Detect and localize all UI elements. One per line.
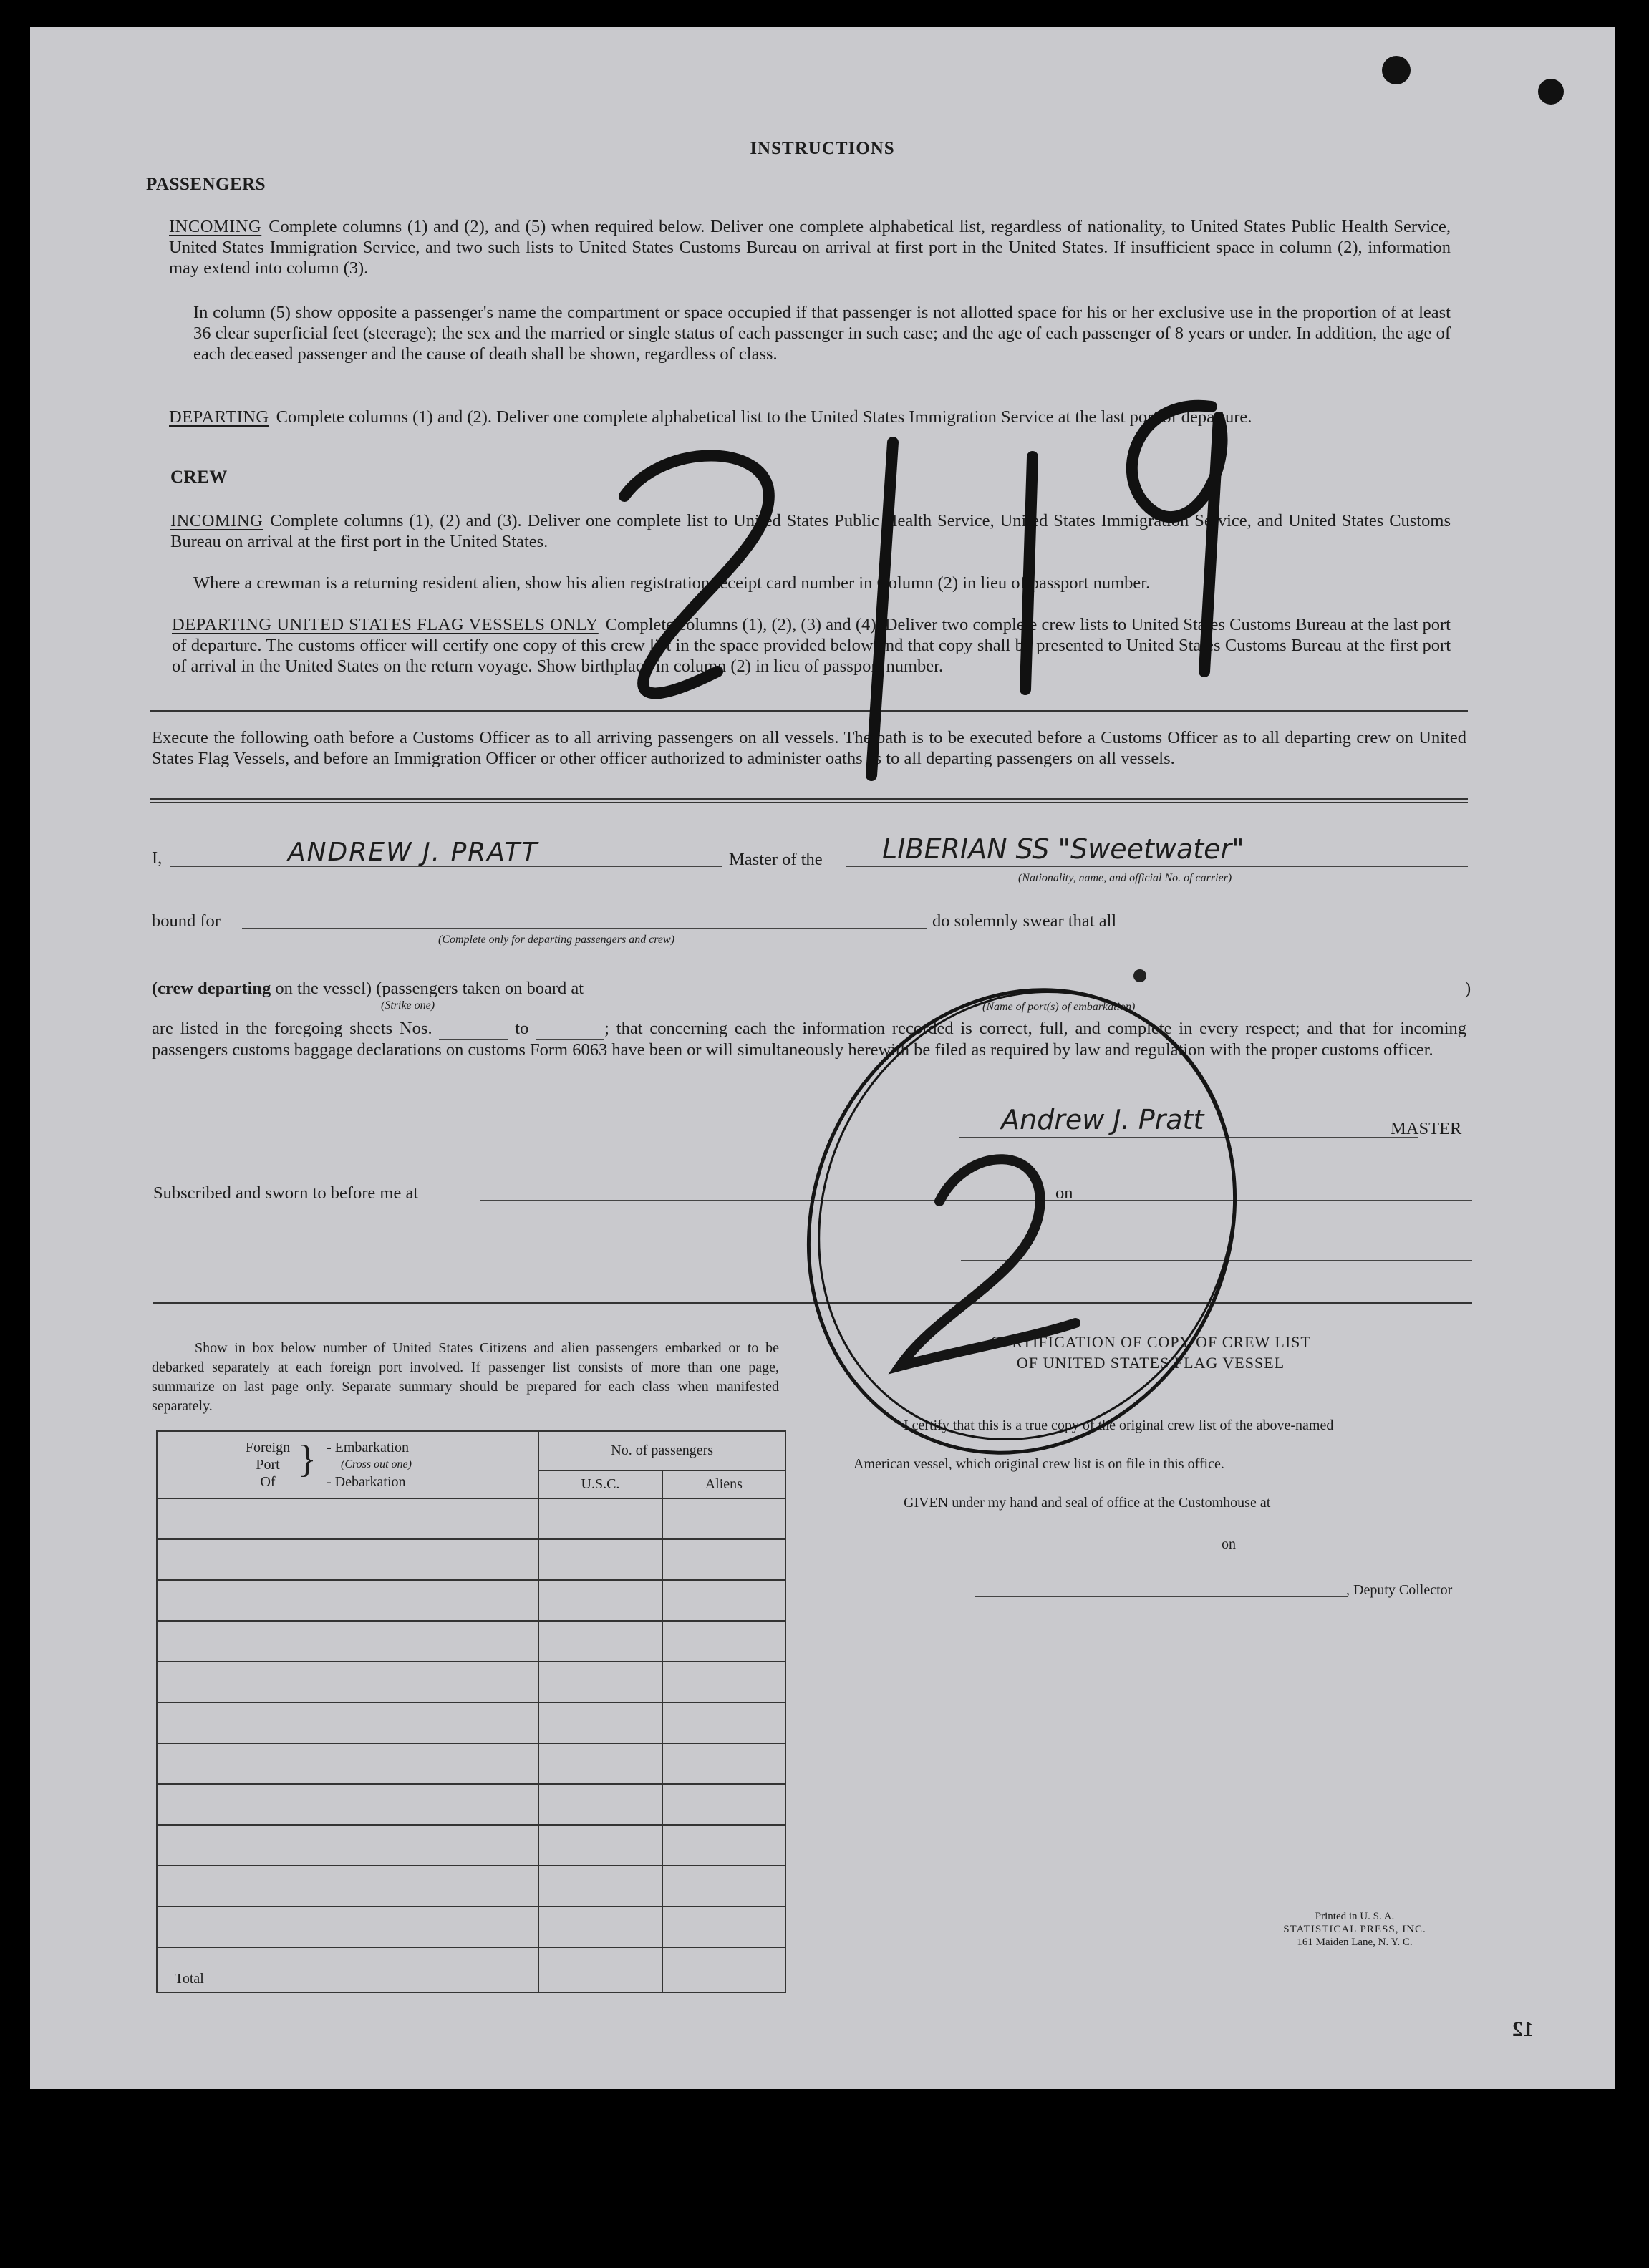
bound-for-caption: (Complete only for departing passengers and crew): [438, 934, 675, 946]
crew-departing-text: Complete columns (1), (2), (3) and (4). Deliver two complete crew lists to United States Customs Bureau at the last port of departure. The customs officer will certify one copy of this crew list in the space provided below and that copy shall be presented to United States Customs Bureau at the first port of arrival in the United States on the return voyage. Show birthplace in column (2) in lieu of passport number.: [172, 615, 1451, 676]
passengers-departing-text: Complete columns (1) and (2). Deliver one complete alphabetical list to the United States Immigration Service at the last port of departure.: [276, 407, 1252, 427]
oath-i-label: I,: [152, 848, 163, 868]
passengers-column5-paragraph: In column (5) show opposite a passenger's name the compartment or space occupied if that passenger is not allotted space for his or her exclusive use in the proportion of at least 36 clear superficial feet (steerage); the sex and the married or single status of each passenger in such case; and the age of each passenger of 8 years or under. In addition, the age of each deceased passenger and the cause of death shall be shown, regardless of class.: [193, 303, 1451, 364]
no-passengers-header: No. of passengers: [538, 1431, 785, 1470]
passengers-incoming-text: Complete columns (1) and (2), and (5) when required below. Deliver one complete alphabetical list, regardless of nationality, to United States Public Health Service, United States Immigration Service, and two such lists to United States Customs Bureau on arrival at first port in the United States. If insufficient space in column (2), information may extend into column (3).: [169, 217, 1451, 278]
ink-spot: [1133, 969, 1146, 982]
on-the-vessel-text: on the vessel): [275, 979, 372, 998]
debarkation-option[interactable]: - Debarkation: [327, 1474, 406, 1490]
listed-label: are listed in the foregoing sheets Nos.: [152, 1019, 432, 1038]
given-text: GIVEN under my hand and seal of office at the Customhouse at: [904, 1495, 1271, 1511]
document-sheet: [30, 27, 1615, 2089]
handwriting-overlay: [30, 27, 1615, 2089]
crew-heading: CREW: [170, 467, 228, 487]
master-of-label: Master of the: [729, 850, 823, 869]
crew-departing-strike-text: (crew departing: [152, 979, 271, 998]
carrier-caption: (Nationality, name, and official No. of carrier): [1018, 872, 1232, 884]
deputy-label: , Deputy Collector: [1346, 1582, 1453, 1598]
punch-hole: [1538, 79, 1564, 105]
to-label: to: [515, 1019, 529, 1038]
crew-resident-paragraph: Where a crewman is a returning resident alien, show his alien registration receipt card number in Column (2) in lieu of passport number.: [193, 573, 1151, 593]
certify-line1: I certify that this is a true copy of the original crew list of the above-named: [904, 1418, 1334, 1433]
summary-instructions: Show in box below number of United States Citizens and alien passengers embarked or to be debarked separately at each foreign port involved. If passenger list consists of more than one page, summarize on last page only. Separate summary should be prepared for each class when manifested separately.: [152, 1340, 779, 1414]
passengers-heading: PASSENGERS: [146, 175, 266, 194]
passengers-taken-text: (passengers taken on board at: [376, 979, 584, 998]
strike-one-caption: (Strike one): [381, 999, 435, 1012]
crew-departing-lead: DEPARTING UNITED STATES FLAG VESSELS ONLY: [172, 615, 599, 634]
printer-line2: STATISTICAL PRESS, INC.: [1283, 1924, 1426, 1935]
port-label: Port: [256, 1457, 280, 1473]
crew-incoming-text: Complete columns (1), (2) and (3). Deliver one complete list to United States Public Health Service, United States Immigration Service, and United States Customs Bureau on arrival at the first port in the United States.: [170, 511, 1451, 551]
certification-title-line2: OF UNITED STATES FLAG VESSEL: [1016, 1354, 1285, 1372]
printer-line3: 161 Maiden Lane, N. Y. C.: [1297, 1937, 1413, 1948]
total-label: Total: [157, 1947, 538, 1992]
embarkation-option[interactable]: - Embarkation: [327, 1440, 409, 1455]
document-title: INSTRUCTIONS: [750, 139, 895, 158]
passengers-incoming-lead: INCOMING: [169, 217, 262, 236]
usc-header: U.S.C.: [538, 1470, 662, 1498]
of-label: Of: [260, 1474, 276, 1490]
bound-for-label: bound for: [152, 911, 221, 931]
subscribed-label: Subscribed and sworn to before me at: [153, 1183, 419, 1203]
printer-line1: Printed in U. S. A.: [1315, 1911, 1395, 1922]
foreign-label: Foreign: [245, 1440, 291, 1455]
handwritten-number-2119: [624, 406, 1222, 775]
swear-label: do solemnly swear that all: [932, 911, 1117, 931]
passengers-departing-lead: DEPARTING: [169, 407, 269, 427]
oath-instructions: Execute the following oath before a Customs Officer as to all arriving passengers on all vessels. The oath is to be executed before a Customs Officer as to all departing crew on United States Flag Vessels, and before an Immigration Officer or other officer authorized to administer oaths as to all departing passengers on all vessels.: [152, 728, 1466, 768]
certify-line2: American vessel, which original crew list is on file in this office.: [853, 1456, 1224, 1472]
master-label: MASTER: [1391, 1119, 1462, 1138]
crew-incoming-lead: INCOMING: [170, 511, 263, 530]
brace-symbol: }: [298, 1438, 316, 1480]
master-name-handwritten: ANDREW J. PRATT: [288, 838, 539, 867]
punch-hole: [1382, 56, 1411, 84]
cross-out-caption: (Cross out one): [341, 1458, 412, 1470]
master-signature: Andrew J. Pratt: [1001, 1104, 1204, 1135]
vessel-name-handwritten: LIBERIAN SS "Sweetwater": [882, 833, 1244, 865]
close-paren: ): [1465, 979, 1471, 998]
aliens-header: Aliens: [662, 1470, 785, 1498]
certification-title-line1: CERTIFICATION OF COPY OF CREW LIST: [990, 1333, 1311, 1351]
page-number: 12: [1512, 2017, 1534, 2041]
subscribed-on-label: on: [1055, 1183, 1073, 1203]
concerning-text: ; that concerning each the information recorded is correct, full, and complete in every respect; and that for incoming passengers customs baggage declarations on customs Form 6063 have been or will simultaneously herewith be filed as required by law and regulation with the proper customs officer.: [152, 1019, 1467, 1060]
port-caption: (Name of port(s) of embarkation): [982, 1001, 1136, 1013]
certification-on-label: on: [1222, 1536, 1236, 1552]
circled-number-2: [734, 919, 1311, 1523]
